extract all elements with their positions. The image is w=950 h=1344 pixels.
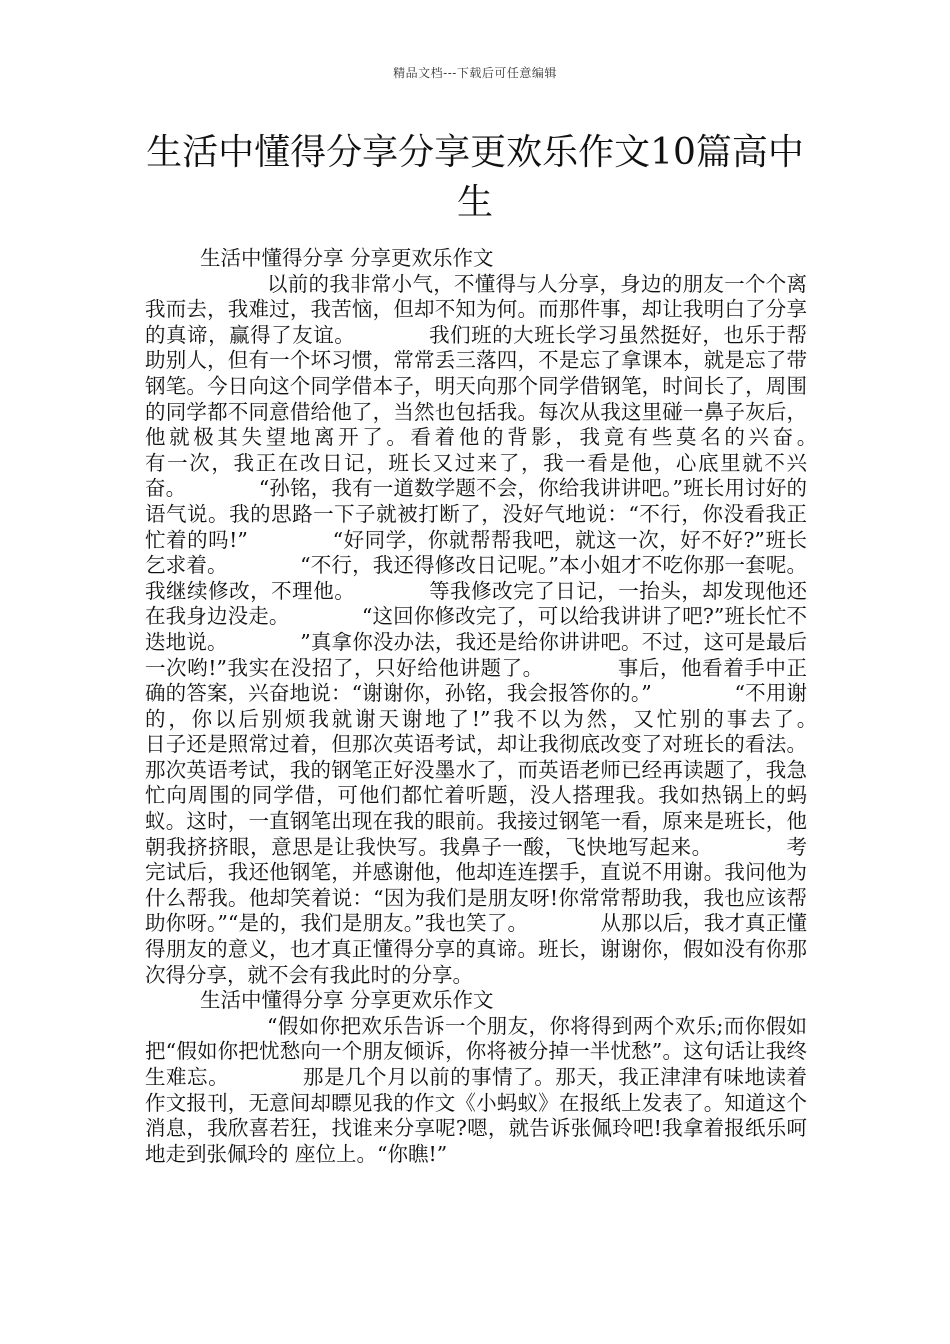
section-heading: 生活中懂得分享 分享更欢乐作文 [200,246,494,270]
header-note: 精品文档---下载后可任意编辑 [393,66,557,80]
section-heading: 生活中懂得分享 分享更欢乐作文 [200,988,494,1013]
section-paragraph: “假如你把欢乐告诉一个朋友，你将得到两个欢乐;而你假如把“假如你把忧愁向一个朋友倾诉，你将被分掉一半忧愁”。这句话让我终生难忘。 那是几个月以前的事情了。那天，我正津津有味地读着作文报刊，无意间却瞟见我的作文《小蚂蚁》在报纸上发表了。知道这个消息，我欣喜若狂，找谁来分享呢?嗯，就告诉张佩玲吧!我拿着报纸乐呵地走到张佩玲的 座位上。“你瞧!” [145,1013,807,1166]
document-title: 生活中懂得分享分享更欢乐作文10篇高中生 [146,132,804,223]
section-paragraph: 以前的我非常小气，不懂得与人分享，身边的朋友一个个离我而去，我难过，我苦恼，但却不知为何。而那件事，却让我明白了分享的真谛，赢得了友谊。 我们班的大班长学习虽然挺好，也乐于帮助别人，但有一个坏习惯，常常丢三落四，不是忘了拿课本，就是忘了带钢笔。今日向这个同学借本子，明天向那个同学借钢笔，时间长了，周围的同学都不同意借给他了，当然也包括我。每次从我这里碰一鼻子灰后，他就极其失望地离开了。看着他的背影，我竟有些莫名的兴奋。 有一次，我正在改日记，班长又过来了，我一看是他，心底里就不兴奋。 “孙铭，我有一道数学题不会，你给我讲讲吧。”班长用讨好的语气说。我的思路一下子就被打断了，没好气地说：“不行，你没看我正忙着的吗!” “好同学，你就帮帮我吧，就这一次，好不好?”班长乞求着。 “不行，我还得修改日记呢。”本小姐才不吃你那一套呢。我继续修改，不理他。 等我修改完了日记，一抬头，却发现他还在我身边没走。 “这回你修改完了，可以给我讲讲了吧?”班长忙不迭地说。 ”真拿你没办法，我还是给你讲讲吧。不过，这可是最后一次哟!”我实在没招了，只好给他讲题了。 事后，他看着手中正确的答案，兴奋地说：“谢谢你，孙铭，我会报答你的。” “不用谢的，你以后别烦我就谢天谢地了!”我不以为然，又忙别的事去了。 日子还是照常过着，但那次英语考试，却让我彻底改变了对班长的看法。那次英语考试，我的钢笔正好没墨水了，而英语老师已经再读题了，我急忙向周围的同学借，可他们都忙着听题，没人搭理我。我如热锅上的蚂蚁。这时，一直钢笔出现在我的眼前。我接过钢笔一看，原来是班长，他朝我挤挤眼，意思是让我快写。我鼻子一酸，飞快地写起来。 考完试后，我还他钢笔，并感谢他，他却连连摆手，直说不用谢。我问他为什么帮我。他却笑着说：“因为我们是朋友呀!你常常帮助我，我也应该帮助你呀。”“是的，我们是朋友。”我也笑了。 从那以后，我才真正懂得朋友的意义，也才真正懂得分享的真谛。班长，谢谢你，假如没有你那次得分享，就不会有我此时的分享。 [145,271,889,987]
document-body [145,246,889,1167]
